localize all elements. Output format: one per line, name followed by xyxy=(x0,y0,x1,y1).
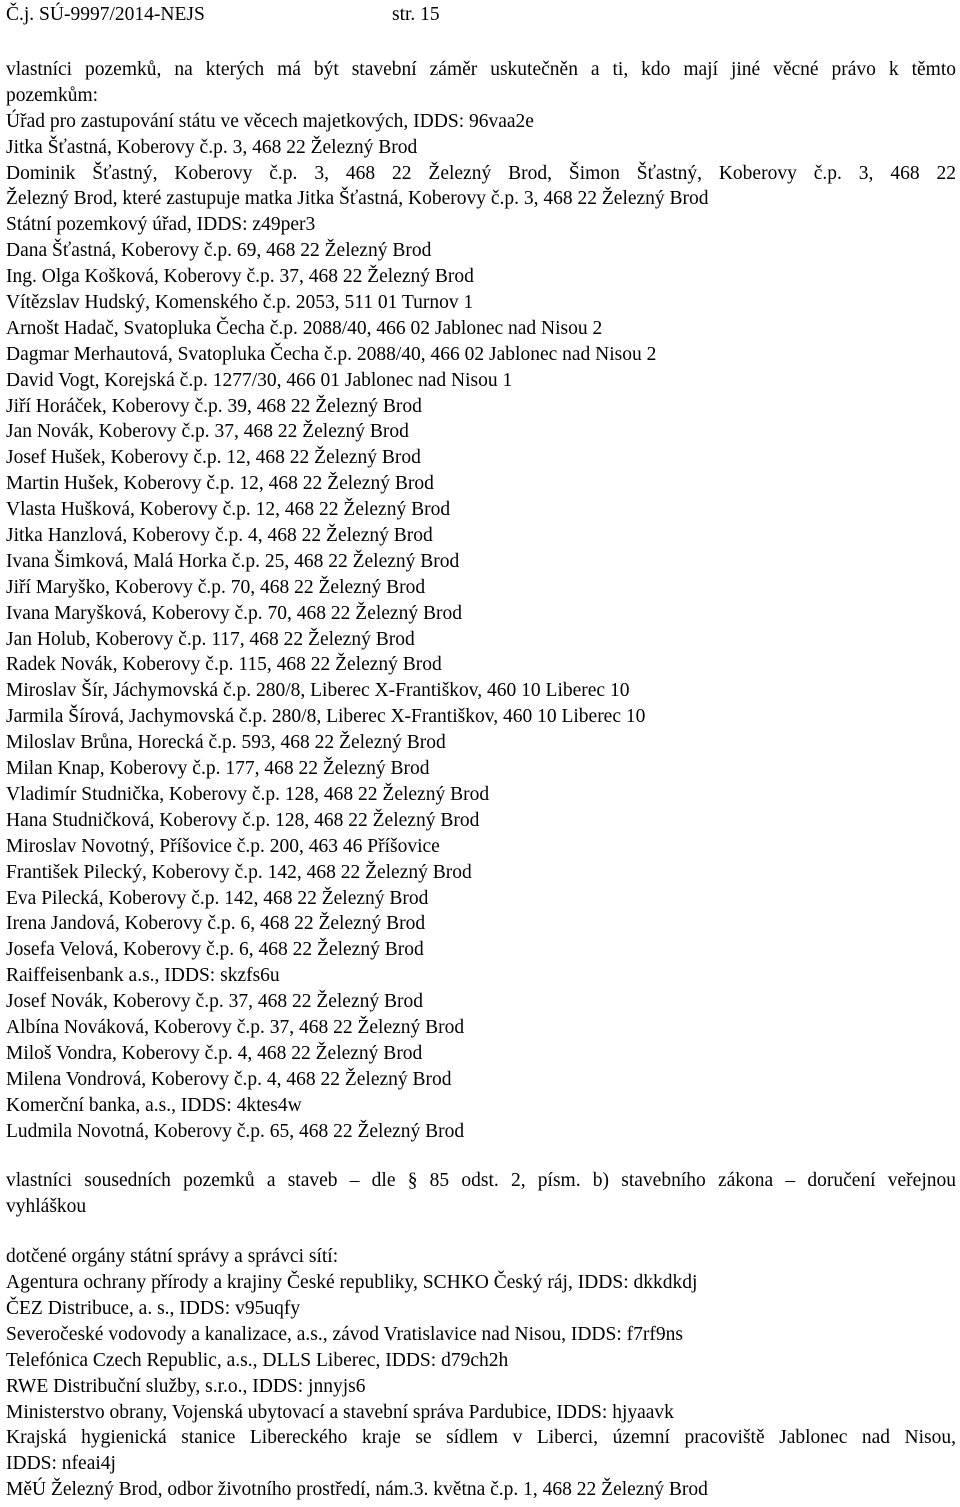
section-spacer xyxy=(6,1220,956,1244)
owner-entry: Josef Novák, Koberovy č.p. 37, 468 22 Železný Brod xyxy=(6,991,423,1013)
owner-entry: Irena Jandová, Koberovy č.p. 6, 468 22 Železný Brod xyxy=(6,913,426,935)
owner-entry: Železný Brod, které zastupuje matka Jitka Šťastná, Koberovy č.p. 3, 468 22 Železný Brod xyxy=(6,188,709,210)
owner-entry: Jan Novák, Koberovy č.p. 37, 468 22 Železný Brod xyxy=(6,421,409,443)
owner-entry: Vlasta Hušková, Koberovy č.p. 12, 468 22 Železný Brod xyxy=(6,499,451,521)
authority-entry: IDDS: nfeai4j xyxy=(6,1453,116,1475)
authorities-section xyxy=(6,1244,956,1503)
authority-entry: Telefónica Czech Republic, a.s., DLLS Liberec, IDDS: d79ch2h xyxy=(6,1349,509,1371)
owner-entry: David Vogt, Korejská č.p. 1277/30, 466 01 Jablonec nad Nisou 1 xyxy=(6,369,513,391)
authority-entry: MěÚ Železný Brod, odbor životního prostředí, nám.3. května č.p. 1, 468 22 Železný Brod xyxy=(6,1479,708,1501)
neighbours-line-1: vlastníci sousedních pozemků a staveb – dle § 85 odst. 2, písm. b) stavebního zákona – doručení veřejnou xyxy=(6,1170,956,1192)
neighbours-section xyxy=(6,1168,956,1220)
owner-entry: František Pilecký, Koberovy č.p. 142, 468 22 Železný Brod xyxy=(6,861,472,883)
owners-intro-line-1: vlastníci pozemků, na kterých má být stavební záměr uskutečněn a ti, kdo mají jiné věcné právo k těmto xyxy=(6,59,956,80)
authorities-heading: dotčené orgány státní správy a správci sítí: xyxy=(6,1246,339,1268)
owner-entry: Ing. Olga Košková, Koberovy č.p. 37, 468 22 Železný Brod xyxy=(6,266,474,288)
owner-entry: Jiří Horáček, Koberovy č.p. 39, 468 22 Železný Brod xyxy=(6,395,422,417)
owner-entry: Vítězslav Hudský, Komenského č.p. 2053, 511 01 Turnov 1 xyxy=(6,292,474,314)
owner-entry: Dagmar Merhautová, Svatopluka Čecha č.p. 2088/40, 466 02 Jablonec nad Nisou 2 xyxy=(6,343,657,365)
owner-entry: Jitka Hanzlová, Koberovy č.p. 4, 468 22 Železný Brod xyxy=(6,525,433,547)
owner-entry: Milan Knap, Koberovy č.p. 177, 468 22 Železný Brod xyxy=(6,758,430,780)
owner-entry: Miloš Vondra, Koberovy č.p. 4, 468 22 Železný Brod xyxy=(6,1042,423,1064)
document-body xyxy=(6,57,956,1503)
owner-entry: Dominik Šťastný, Koberovy č.p. 3, 468 22 Železný Brod, Šimon Šťastný, Koberovy č.p. 3, 468 22 xyxy=(6,162,956,184)
owner-entry: Martin Hušek, Koberovy č.p. 12, 468 22 Železný Brod xyxy=(6,473,434,495)
owner-entry: Státní pozemkový úřad, IDDS: z49per3 xyxy=(6,214,316,236)
owner-entry: Jarmila Šírová, Jachymovská č.p. 280/8, Liberec X-Františkov, 460 10 Liberec 10 xyxy=(6,706,646,728)
owner-entry: Jan Holub, Koberovy č.p. 117, 468 22 Železný Brod xyxy=(6,628,415,650)
owner-entry: Jiří Maryško, Koberovy č.p. 70, 468 22 Železný Brod xyxy=(6,576,426,598)
section-spacer xyxy=(6,1144,956,1168)
owner-entry: Albína Nováková, Koberovy č.p. 37, 468 22 Železný Brod xyxy=(6,1016,465,1038)
owner-entry: Miroslav Novotný, Příšovice č.p. 200, 463 46 Příšovice xyxy=(6,835,440,857)
owner-entry: Josefa Velová, Koberovy č.p. 6, 468 22 Železný Brod xyxy=(6,939,424,961)
neighbours-line-2: vyhláškou xyxy=(6,1196,87,1218)
owner-entry: Miloslav Brůna, Horecká č.p. 593, 468 22 Železný Brod xyxy=(6,732,446,754)
authority-entry: ČEZ Distribuce, a. s., IDDS: v95uqfy xyxy=(6,1297,301,1319)
page-header xyxy=(6,2,440,28)
owner-entry: Arnošt Hadač, Svatopluka Čecha č.p. 2088/40, 466 02 Jablonec nad Nisou 2 xyxy=(6,317,603,339)
owner-entry: Jitka Šťastná, Koberovy č.p. 3, 468 22 Železný Brod xyxy=(6,136,418,158)
owners-intro-line-2: pozemkům: xyxy=(6,84,99,106)
page-number: str. 15 xyxy=(392,4,440,25)
reference-number: Č.j. SÚ-9997/2014-NEJS xyxy=(6,4,205,25)
owner-entry: Ludmila Novotná, Koberovy č.p. 65, 468 22 Železný Brod xyxy=(6,1120,465,1142)
authority-entry: Ministerstvo obrany, Vojenská ubytovací a stavební správa Pardubice, IDDS: hjyaavk xyxy=(6,1401,674,1423)
owner-entry: Radek Novák, Koberovy č.p. 115, 468 22 Železný Brod xyxy=(6,654,442,676)
owner-entry: Komerční banka, a.s., IDDS: 4ktes4w xyxy=(6,1094,302,1116)
owner-entry: Vladimír Studnička, Koberovy č.p. 128, 468 22 Železný Brod xyxy=(6,783,490,805)
owner-entry: Raiffeisenbank a.s., IDDS: skzfs6u xyxy=(6,965,280,987)
authority-entry: Krajská hygienická stanice Libereckého kraje se sídlem v Liberci, územní pracoviště Jablonec nad Nisou, xyxy=(6,1427,956,1449)
owner-entry: Hana Studničková, Koberovy č.p. 128, 468 22 Železný Brod xyxy=(6,809,480,831)
owner-entry: Milena Vondrová, Koberovy č.p. 4, 468 22 Železný Brod xyxy=(6,1068,452,1090)
owner-entry: Úřad pro zastupování státu ve věcech majetkových, IDDS: 96vaa2e xyxy=(6,110,534,132)
owner-entry: Eva Pilecká, Koberovy č.p. 142, 468 22 Železný Brod xyxy=(6,887,429,909)
owner-entry: Ivana Maryšková, Koberovy č.p. 70, 468 22 Železný Brod xyxy=(6,602,462,624)
authority-entry: RWE Distribuční služby, s.r.o., IDDS: jnnyjs6 xyxy=(6,1375,366,1397)
owner-entry: Miroslav Šír, Jáchymovská č.p. 280/8, Liberec X-Františkov, 460 10 Liberec 10 xyxy=(6,680,630,702)
owner-entry: Dana Šťastná, Koberovy č.p. 69, 468 22 Železný Brod xyxy=(6,240,432,262)
owner-entry: Ivana Šimková, Malá Horka č.p. 25, 468 22 Železný Brod xyxy=(6,550,460,572)
authority-entry: Agentura ochrany přírody a krajiny České republiky, SCHKO Český ráj, IDDS: dkkdkdj xyxy=(6,1272,698,1294)
owners-section xyxy=(6,57,956,1144)
owner-entry: Josef Hušek, Koberovy č.p. 12, 468 22 Železný Brod xyxy=(6,447,421,469)
authority-entry: Severočeské vodovody a kanalizace, a.s., závod Vratislavice nad Nisou, IDDS: f7rf9ns xyxy=(6,1323,683,1345)
